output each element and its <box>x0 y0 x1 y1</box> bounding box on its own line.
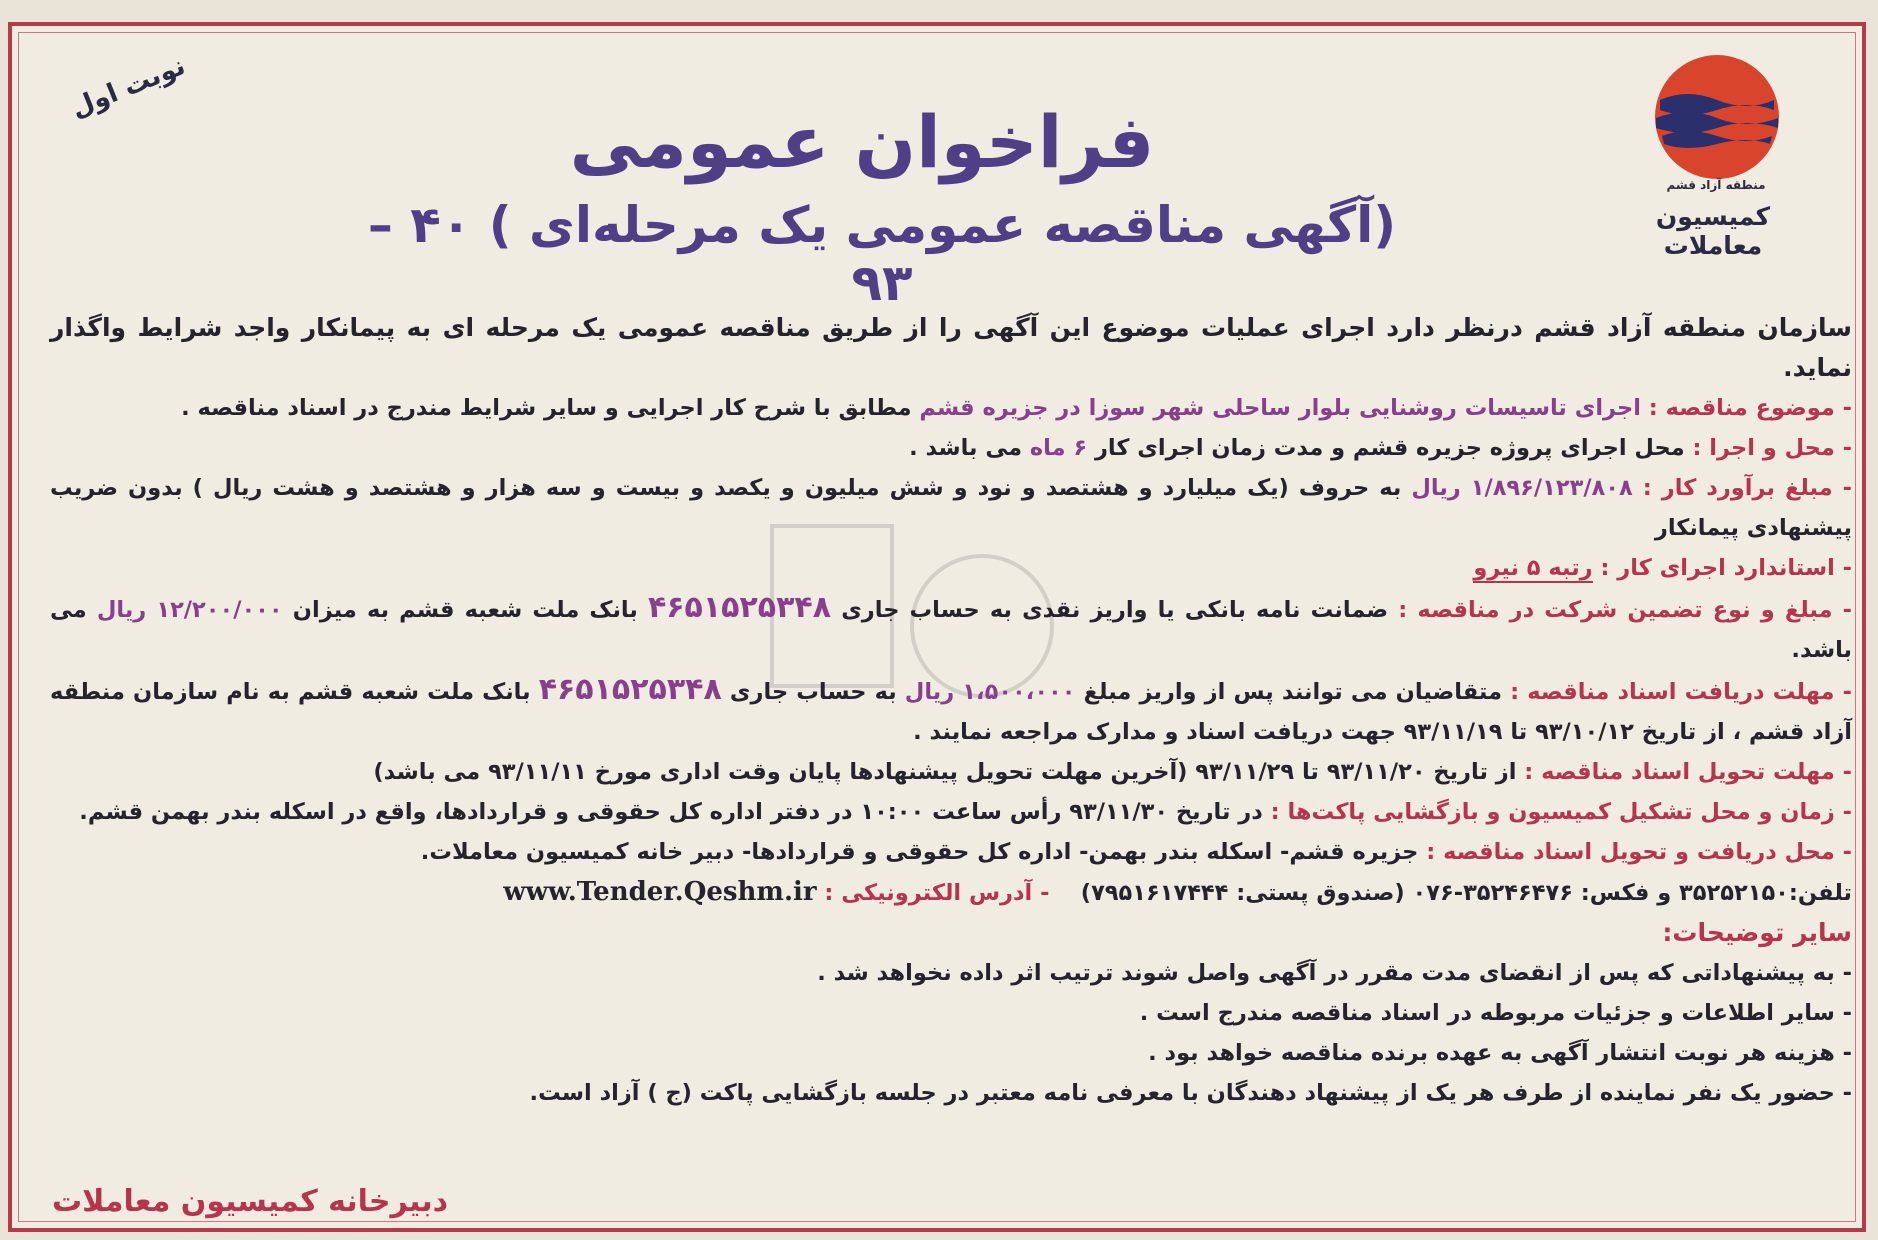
guarantee-row <box>50 588 1852 670</box>
guarantee-label: - مبلغ و نوع تضمین شرکت در مناقصه : <box>1398 597 1852 623</box>
website-link[interactable]: www.Tender.Qeshm.ir <box>503 877 817 907</box>
contact-row <box>50 872 1852 913</box>
location-duration: ۶ ماه <box>1029 435 1088 461</box>
opening-text: در تاریخ ۹۳/۱۱/۳۰ رأس ساعت ۱۰:۰۰ در دفتر اداره کل حقوقی و قراردادها، واقع در اسکله بندر بهمن قشم. <box>79 799 1263 825</box>
announcement-title: فراخوان عمومی <box>569 100 1155 184</box>
guarantee-text: ضمانت نامه بانکی یا واریز نقدی به حساب جاری <box>841 597 1389 623</box>
docs-text2: به حساب جاری <box>729 679 897 705</box>
estimate-words: به حروف (یک میلیارد و هشتصد و نود و شش میلیون و یکصد و بیست و سه هزار و هشتصد و هشت ریال ) بدون ضریب پیشنهادی پیمانکار <box>50 475 1852 541</box>
subject-row <box>50 388 1852 428</box>
qeshm-free-zone-logo <box>1642 52 1792 182</box>
delivery-row <box>50 832 1852 872</box>
announcement-subtitle: (آگهی مناقصه عمومی یک مرحله‌ای ) ۴۰ – ۹۳ <box>367 196 1397 312</box>
location-row <box>50 428 1852 468</box>
subject-rest: مطابق با شرح کار اجرایی و سایر شرایط مندرج در اسناد مناقصه . <box>181 395 912 421</box>
submit-deadline-label: - مهلت تحویل اسناد مناقصه : <box>1524 759 1852 785</box>
opening-row <box>50 792 1852 832</box>
announcement-body <box>50 308 1852 1113</box>
announcement-sheet <box>8 22 1866 1232</box>
estimate-row <box>50 468 1852 548</box>
delivery-text: جزیره قشم- اسکله بندر بهمن- اداره کل حقوقی و قراردادها- دبیر خانه کمیسیون معاملات. <box>420 839 1419 865</box>
submit-deadline-row <box>50 752 1852 792</box>
intro-paragraph: سازمان منطقه آزاد قشم درنظر دارد اجرای عملیات موضوع این آگهی را از طریق مناقصه عمومی یک مرحله ای به پیمانکار واجد شرایط واگذار نماید. <box>50 313 1852 382</box>
docs-fee: ۱،۵۰۰،۰۰۰ ریال <box>904 679 1076 705</box>
guarantee-bank: بانک ملت شعبه قشم به میزان <box>292 597 638 623</box>
guarantee-account: ۴۶۵۱۵۲۵۳۴۸ <box>647 590 832 625</box>
standard-value: رتبه ۵ نیرو <box>1473 555 1593 581</box>
secretariat-signature: دبیرخانه کمیسیون معاملات <box>52 1184 449 1219</box>
docs-deadline-text: متقاضیان می توانند پس از واریز مبلغ <box>1083 679 1502 705</box>
other-note: - هزینه هر نوبت انتشار آگهی به عهده برنده مناقصه خواهد بود . <box>1148 1040 1852 1066</box>
standard-label: - استاندارد اجرای کار : <box>1600 555 1852 581</box>
submit-deadline-text: از تاریخ ۹۳/۱۱/۲۰ تا ۹۳/۱۱/۲۹ (آخرین مهلت تحویل پیشنهادها پایان وقت اداری مورخ ۹۳/۱۱/۱۱ می باشد) <box>373 759 1517 785</box>
other-note: - سایر اطلاعات و جزئیات مربوطه در اسناد مناقصه مندرج است . <box>1139 1000 1852 1026</box>
other-note: - به پیشنهاداتی که پس از انقضای مدت مقرر در آگهی واصل شوند ترتیب اثر داده نخواهد شد . <box>817 960 1852 986</box>
guarantee-rest: می باشد. <box>50 597 1852 663</box>
standard-row <box>50 548 1852 588</box>
location-label: - محل و اجرا : <box>1692 435 1852 461</box>
opening-label: - زمان و محل تشکیل کمیسیون و بازگشایی پاکت‌ها : <box>1270 799 1852 825</box>
turn-badge: نوبت اول <box>67 51 190 124</box>
other-notes-heading: سایر توضیحات: <box>1662 918 1852 947</box>
location-value: محل اجرای پروژه جزیره قشم و مدت زمان اجرای کار <box>1094 435 1685 461</box>
delivery-label: - محل دریافت و تحویل اسناد مناقصه : <box>1426 839 1852 865</box>
website-label: - آدرس الکترونیکی : <box>824 880 1050 906</box>
subject-label: - موضوع مناقصه : <box>1648 395 1852 421</box>
logo-caption: منطقه آزاد قشم <box>1666 178 1766 192</box>
guarantee-amount: ۱۲/۲۰۰/۰۰۰ ریال <box>96 597 283 623</box>
docs-deadline-label: - مهلت دریافت اسناد مناقصه : <box>1510 679 1852 705</box>
subject-value: اجرای تاسیسات روشنایی بلوار ساحلی شهر سوزا در جزیره قشم <box>919 395 1641 421</box>
docs-deadline-row <box>50 670 1852 752</box>
location-rest: می باشد . <box>909 435 1023 461</box>
estimate-amount: ۱/۸۹۶/۱۲۳/۸۰۸ ریال <box>1411 475 1633 501</box>
docs-account: ۴۶۵۱۵۲۵۳۴۸ <box>538 672 722 707</box>
other-note: - حضور یک نفر نماینده از طرف هر یک از پیشنهاد دهندگان با معرفی نامه معتبر در جلسه بازگشایی پاکت (ج ) آزاد است. <box>529 1080 1852 1106</box>
commission-label: کمیسیون معاملات <box>1655 202 1771 260</box>
estimate-label: - مبلغ برآورد کار : <box>1642 475 1852 501</box>
docs-text3: بانک ملت شعبه قشم به نام سازمان منطقه آزاد قشم ، از تاریخ ۹۳/۱۰/۱۲ تا ۹۳/۱۱/۱۹ جهت دریافت اسناد و مدارک مراجعه نمایند . <box>50 679 1852 745</box>
contact-text: تلفن:۳۵۲۵۲۱۵۰ و فکس: ۳۵۲۴۶۴۷۶-۰۷۶ (صندوق پستی: ۷۹۵۱۶۱۷۴۴۴) <box>1080 880 1852 906</box>
